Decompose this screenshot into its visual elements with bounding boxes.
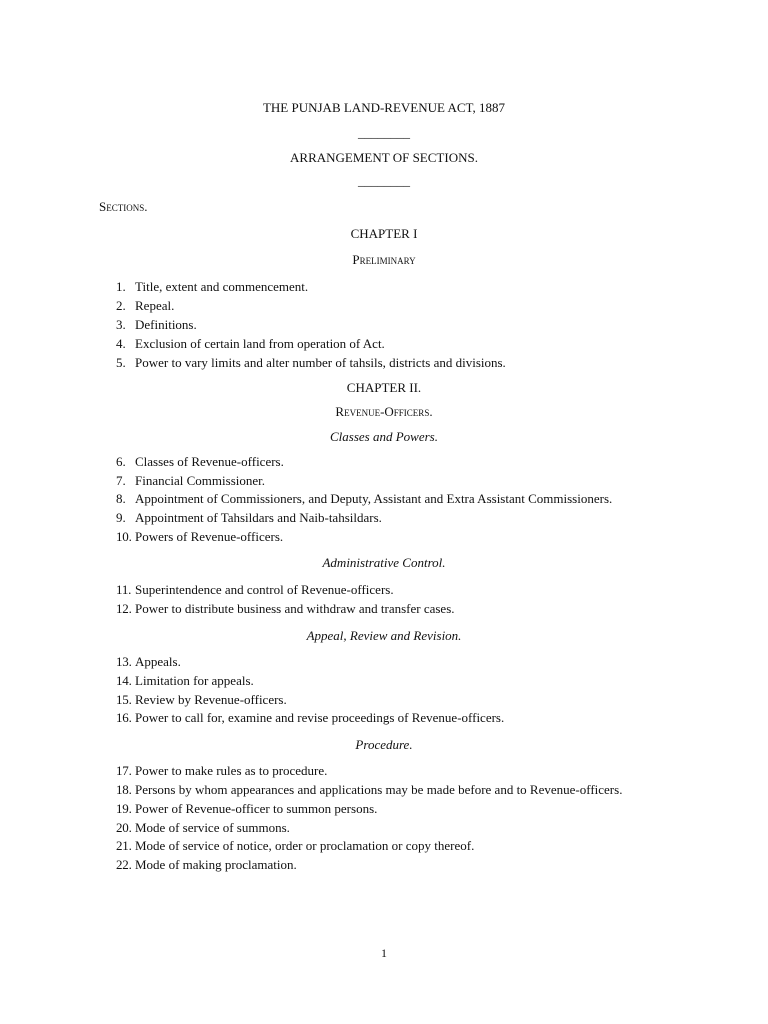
item-text: Powers of Revenue-officers. — [135, 529, 284, 544]
item-text: Power to make rules as to procedure. — [135, 763, 328, 778]
chapter-1-heading: CHAPTER I — [350, 226, 418, 241]
item-text: Superintendence and control of Revenue-officers. — [135, 582, 394, 597]
item-text: Title, extent and commencement. — [135, 279, 309, 294]
item-text: Classes of Revenue-officers. — [135, 454, 284, 469]
item-text: Appointment of Tahsildars and Naib-tahsildars. — [135, 510, 382, 525]
item-text: Definitions. — [135, 317, 197, 332]
title-rule: ________ — [358, 125, 410, 140]
item-number: 13. — [116, 654, 132, 669]
list-item — [116, 710, 504, 726]
item-number: 7. — [116, 473, 126, 488]
list-item — [116, 763, 327, 779]
list-item — [116, 298, 174, 314]
item-text: Mode of service of notice, order or proclamation or copy thereof. — [135, 838, 475, 853]
list-item — [116, 838, 474, 854]
item-text: Exclusion of certain land from operation of Act. — [135, 336, 385, 351]
list-item — [116, 801, 377, 817]
chapter-2-subheading: Revenue-Officers. — [335, 404, 433, 419]
document-title: THE PUNJAB LAND-REVENUE ACT, 1887 — [262, 100, 506, 115]
item-number: 20. — [116, 820, 132, 835]
group-title-procedure: Procedure. — [355, 737, 413, 752]
item-number: 6. — [116, 454, 126, 469]
item-text: Repeal. — [135, 298, 175, 313]
list-item — [116, 654, 181, 670]
item-number: 12. — [116, 601, 132, 616]
item-text: Review by Revenue-officers. — [135, 692, 287, 707]
list-item — [116, 336, 385, 352]
chapter-2-heading: CHAPTER II. — [346, 380, 422, 395]
group-title-appeal-review-revision: Appeal, Review and Revision. — [306, 628, 462, 643]
item-number: 10. — [116, 529, 132, 544]
document-subtitle: ARRANGEMENT OF SECTIONS. — [290, 150, 478, 165]
list-item — [116, 782, 622, 798]
item-number: 18. — [116, 782, 132, 797]
list-item — [116, 473, 265, 489]
item-text: Appointment of Commissioners, and Deputy, Assistant and Extra Assistant Commissioners. — [135, 491, 613, 506]
subtitle-rule: ________ — [358, 173, 410, 188]
item-text: Power of Revenue-officer to summon persons. — [135, 801, 378, 816]
list-item — [116, 820, 290, 836]
item-number: 8. — [116, 491, 126, 506]
item-text: Power to distribute business and withdraw and transfer cases. — [135, 601, 455, 616]
list-item — [116, 692, 287, 708]
item-number: 14. — [116, 673, 132, 688]
item-text: Mode of service of summons. — [135, 820, 290, 835]
list-item — [116, 673, 254, 689]
chapter-1-subheading: Preliminary — [352, 252, 416, 267]
item-text: Power to call for, examine and revise proceedings of Revenue-officers. — [135, 710, 505, 725]
list-item — [116, 857, 297, 873]
page-number: 1 — [381, 946, 387, 960]
item-number: 5. — [116, 355, 126, 370]
item-text: Limitation for appeals. — [135, 673, 254, 688]
item-number: 17. — [116, 763, 132, 778]
list-item — [116, 355, 506, 371]
item-number: 22. — [116, 857, 132, 872]
item-text: Mode of making proclamation. — [135, 857, 297, 872]
sections-label: Sections. — [99, 199, 148, 214]
item-number: 15. — [116, 692, 132, 707]
list-item — [116, 279, 308, 295]
item-text: Persons by whom appearances and applications may be made before and to Revenue-officers. — [135, 782, 623, 797]
item-number: 16. — [116, 710, 132, 725]
item-number: 2. — [116, 298, 126, 313]
list-item — [116, 529, 283, 545]
list-item — [116, 601, 455, 617]
group-title-classes-and-powers: Classes and Powers. — [330, 429, 438, 444]
item-number: 19. — [116, 801, 132, 816]
item-number: 11. — [116, 582, 132, 597]
item-text: Financial Commissioner. — [135, 473, 265, 488]
item-text: Power to vary limits and alter number of tahsils, districts and divisions. — [135, 355, 506, 370]
item-number: 21. — [116, 838, 132, 853]
item-number: 3. — [116, 317, 126, 332]
list-item — [116, 491, 612, 507]
list-item — [116, 510, 382, 526]
list-item — [116, 454, 284, 470]
item-number: 1. — [116, 279, 126, 294]
item-number: 9. — [116, 510, 126, 525]
item-number: 4. — [116, 336, 126, 351]
group-title-administrative-control: Administrative Control. — [322, 555, 446, 570]
list-item — [116, 317, 197, 333]
list-item — [116, 582, 394, 598]
item-text: Appeals. — [135, 654, 181, 669]
